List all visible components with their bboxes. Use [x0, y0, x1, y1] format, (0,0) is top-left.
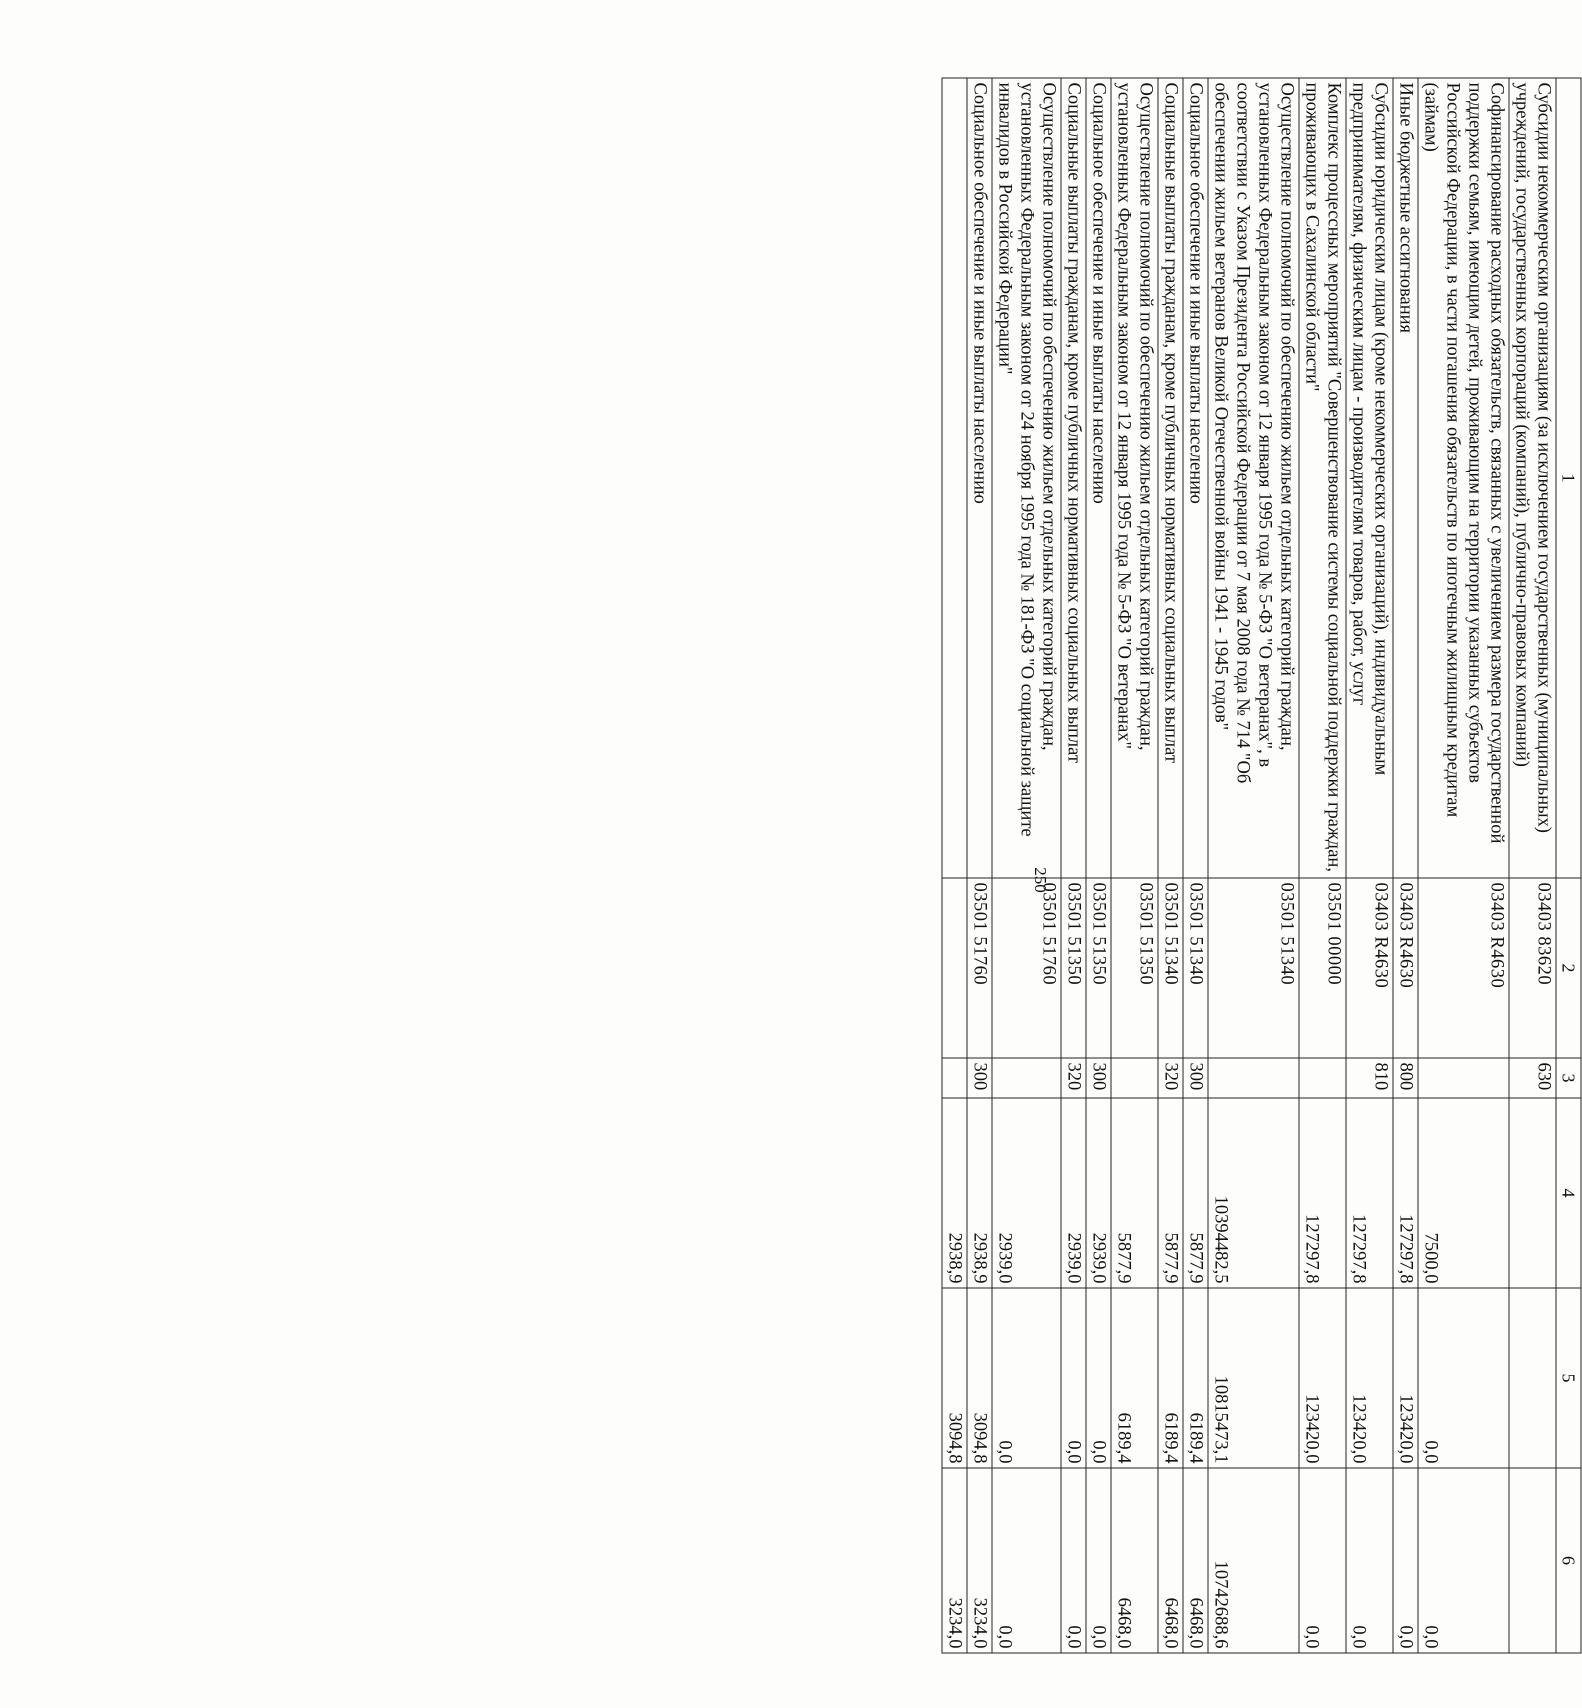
header-col-2: 2: [1556, 878, 1581, 1058]
row-name-cell: Осуществление полномочий по обеспечению жильем отдельных категорий граждан, установленных Федеральным законом от 24 ноября 1995 года № 181-ФЗ "О социальной защите инвалидов в Российской Федерации": [992, 78, 1061, 878]
row-type-cell: [1208, 1058, 1299, 1098]
table-row: [1086, 78, 1111, 1653]
row-name-cell: Комплекс процессных мероприятий "Совершенствование системы социальной поддержки граждан, проживающих в Сахалинской области": [1299, 78, 1346, 878]
trailing-empty-cell: [942, 1058, 967, 1098]
row-type-cell: [992, 1058, 1061, 1098]
row-value-2023-cell: 7500,0: [1418, 1098, 1509, 1288]
row-name-cell: Социальные выплаты гражданам, кроме публичных нормативных социальных выплат: [1061, 78, 1086, 878]
table-row: [1208, 78, 1299, 1653]
row-value-2024-cell: 6189,4: [1158, 1288, 1183, 1468]
row-code-cell: 03403 R4630: [1393, 878, 1418, 1058]
table-row: [1509, 78, 1556, 1653]
row-code-cell: 03501 00000: [1299, 878, 1346, 1058]
row-value-2024-cell: 0,0: [1418, 1288, 1509, 1468]
trailing-value-cell: 3094,8: [942, 1288, 967, 1468]
row-code-cell: 03501 51350: [1111, 878, 1158, 1058]
row-value-2024-cell: 123420,0: [1299, 1288, 1346, 1468]
row-value-2024-cell: 10815473,1: [1208, 1288, 1299, 1468]
row-name-cell: Социальные выплаты гражданам, кроме публичных нормативных социальных выплат: [1158, 78, 1183, 878]
row-code-cell: 03403 83620: [1509, 878, 1556, 1058]
row-value-2023-cell: [1509, 1098, 1556, 1288]
row-code-cell: 03501 51340: [1158, 878, 1183, 1058]
row-name-cell: Осуществление полномочий по обеспечению жильем отдельных категорий граждан, установленных Федеральным законом от 12 января 1995 года № 5-ФЗ "О ветеранах", в соответствии с Указом Президента Российской Федерации от 7 мая 2008 года № 714 "Об обеспечении жильем ветеранов Великой Отечественной войны 1941 - 1945 годов": [1208, 78, 1299, 878]
table-body: [942, 78, 1556, 1653]
row-value-2025-cell: 10742688,6: [1208, 1468, 1299, 1653]
row-name-cell: Субсидии юридическим лицам (кроме некоммерческих организаций), индивидуальным предпринимателям, физическим лицам - производителям товаров, работ, услуг: [1346, 78, 1393, 878]
row-name-cell: Социальное обеспечение и иные выплаты населению: [967, 78, 992, 878]
row-name-cell: Социальное обеспечение и иные выплаты населению: [1183, 78, 1208, 878]
row-value-2024-cell: 0,0: [1086, 1288, 1111, 1468]
rotated-budget-table-container: [572, 78, 1582, 1653]
table-row: [1111, 78, 1158, 1653]
row-code-cell: 03403 R4630: [1346, 878, 1393, 1058]
row-type-cell: [1299, 1058, 1346, 1098]
row-code-cell: 03501 51340: [1183, 878, 1208, 1058]
row-value-2024-cell: 123420,0: [1346, 1288, 1393, 1468]
row-value-2024-cell: 6189,4: [1111, 1288, 1158, 1468]
row-value-2023-cell: 5877,9: [1111, 1098, 1158, 1288]
row-name-cell: Социальное обеспечение и иные выплаты населению: [1086, 78, 1111, 878]
trailing-value-cell: 3234,0: [942, 1468, 967, 1653]
row-value-2025-cell: 6468,0: [1183, 1468, 1208, 1653]
row-value-2025-cell: 0,0: [1418, 1468, 1509, 1653]
row-value-2023-cell: 5877,9: [1183, 1098, 1208, 1288]
row-name-cell: Софинансирование расходных обязательств, связанных с увеличением размера государственной поддержки семьям, имеющим детей, проживающим на территории указанных субъектов Российской Федерации, в части погашения обязательств по ипотечным жилищным кредитам (займам): [1418, 78, 1509, 878]
trailing-empty-cell: [942, 78, 967, 878]
row-value-2025-cell: 0,0: [1393, 1468, 1418, 1653]
page-number: 250: [1031, 867, 1050, 893]
row-value-2024-cell: 123420,0: [1393, 1288, 1418, 1468]
row-value-2023-cell: 127297,8: [1393, 1098, 1418, 1288]
row-value-2023-cell: 2939,0: [1061, 1098, 1086, 1288]
header-col-1: 1: [1556, 78, 1581, 878]
row-value-2023-cell: 2939,0: [992, 1098, 1061, 1288]
budget-table: [942, 78, 1582, 1654]
row-name-cell: Осуществление полномочий по обеспечению жильем отдельных категорий граждан, установленных Федеральным законом от 12 января 1995 года № 5-ФЗ "О ветеранах": [1111, 78, 1158, 878]
row-type-cell: 320: [1061, 1058, 1086, 1098]
row-value-2023-cell: 5877,9: [1158, 1098, 1183, 1288]
row-value-2024-cell: 0,0: [992, 1288, 1061, 1468]
header-col-3: 3: [1556, 1058, 1581, 1098]
header-col-6: 6: [1556, 1468, 1581, 1653]
row-code-cell: 03501 51350: [1061, 878, 1086, 1058]
row-value-2025-cell: 0,0: [1061, 1468, 1086, 1653]
row-type-cell: 810: [1346, 1058, 1393, 1098]
row-value-2023-cell: 2939,0: [1086, 1098, 1111, 1288]
row-value-2025-cell: [1509, 1468, 1556, 1653]
table-row: [992, 78, 1061, 1653]
header-col-5: 5: [1556, 1288, 1581, 1468]
trailing-empty-cell: [942, 878, 967, 1058]
row-value-2025-cell: 3234,0: [967, 1468, 992, 1653]
trailing-row: [942, 78, 967, 1653]
row-type-cell: 300: [967, 1058, 992, 1098]
row-type-cell: [1111, 1058, 1158, 1098]
row-name-cell: Субсидии некоммерческим организациям (за исключением государственных (муниципальных) учреждений, государственных корпораций (компаний), публично-правовых компаний): [1509, 78, 1556, 878]
table-row: [1346, 78, 1393, 1653]
row-code-cell: 03501 51760: [992, 878, 1061, 1058]
row-value-2025-cell: 0,0: [1086, 1468, 1111, 1653]
row-value-2025-cell: 6468,0: [1111, 1468, 1158, 1653]
row-value-2024-cell: [1509, 1288, 1556, 1468]
row-type-cell: 800: [1393, 1058, 1418, 1098]
table-row: [1299, 78, 1346, 1653]
row-value-2023-cell: 127297,8: [1346, 1098, 1393, 1288]
table-row: [1061, 78, 1086, 1653]
row-value-2023-cell: 127297,8: [1299, 1098, 1346, 1288]
row-value-2024-cell: 6189,4: [1183, 1288, 1208, 1468]
row-value-2024-cell: 3094,8: [967, 1288, 992, 1468]
row-type-cell: 300: [1183, 1058, 1208, 1098]
row-code-cell: 03403 R4630: [1418, 878, 1509, 1058]
row-code-cell: 03501 51350: [1086, 878, 1111, 1058]
row-type-cell: 320: [1158, 1058, 1183, 1098]
row-value-2025-cell: 6468,0: [1158, 1468, 1183, 1653]
row-value-2025-cell: 0,0: [1346, 1468, 1393, 1653]
row-value-2025-cell: 0,0: [1299, 1468, 1346, 1653]
table-row: [1158, 78, 1183, 1653]
table-row: [1183, 78, 1208, 1653]
row-code-cell: 03501 51760: [967, 878, 992, 1058]
header-col-4: 4: [1556, 1098, 1581, 1288]
row-value-2024-cell: 0,0: [1061, 1288, 1086, 1468]
table-row: [1418, 78, 1509, 1653]
row-type-cell: [1418, 1058, 1509, 1098]
table-row: [1393, 78, 1418, 1653]
row-value-2023-cell: 2938,9: [967, 1098, 992, 1288]
row-name-cell: Иные бюджетные ассигнования: [1393, 78, 1418, 878]
row-value-2023-cell: 10394482,5: [1208, 1098, 1299, 1288]
table-row: [967, 78, 992, 1653]
header-row: [1556, 78, 1581, 1653]
trailing-value-cell: 2938,9: [942, 1098, 967, 1288]
row-type-cell: 630: [1509, 1058, 1556, 1098]
row-code-cell: 03501 51340: [1208, 878, 1299, 1058]
row-type-cell: 300: [1086, 1058, 1111, 1098]
row-value-2025-cell: 0,0: [992, 1468, 1061, 1653]
